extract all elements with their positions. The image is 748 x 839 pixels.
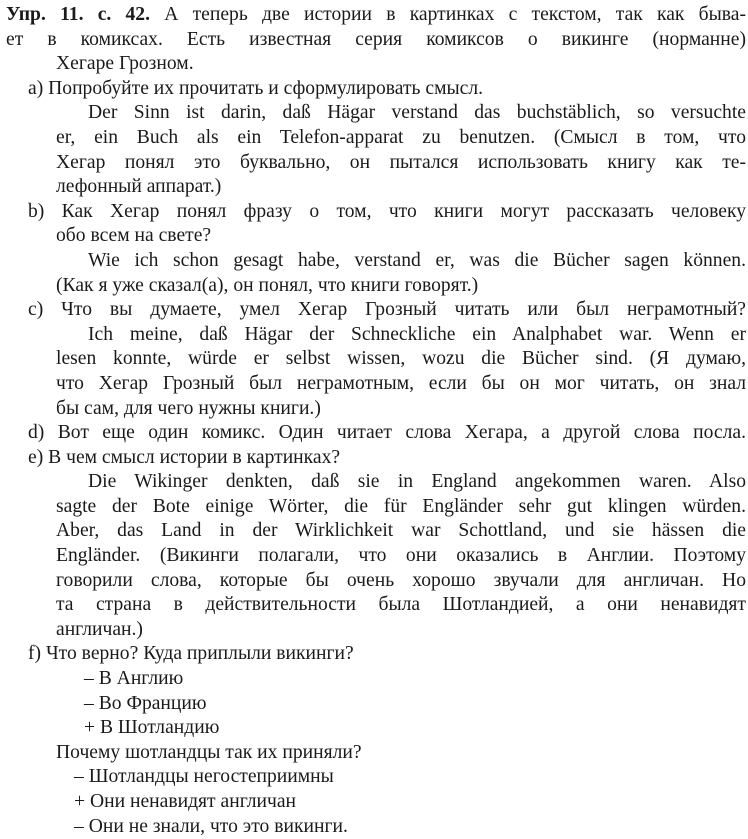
question-c: c) Что вы думаете, умел Хегар Грозный читать или был неграмотный? [28, 299, 746, 321]
answer-e-line-3: Aber, das Land in der Wirklichkeit war Schottland, und sie hässen die [56, 520, 746, 542]
answer-e-line-6: та страна в действительности была Шотландией, а они ненавидят [56, 594, 746, 616]
question-e: e) В чем смысл истории в картинках? [28, 446, 341, 468]
answer-a-line-1: Der Sinn ist darin, daß Hägar verstand das buchstäblich, so versuchte [88, 102, 746, 124]
option-1-1: – В Англию [84, 668, 184, 690]
question-d: d) Вот еще один комикс. Один читает слова Хегара, а другой слова посла. [28, 422, 746, 444]
question-f: f) Что верно? Куда приплыли викинги? [28, 643, 354, 665]
answer-a-line-3: Хегар понял это буквально, он пытался использовать книгу как те- [56, 151, 746, 173]
answer-e-line-7: англичан.) [56, 618, 143, 640]
option-2-2: + Они ненавидят англичан [74, 791, 297, 812]
answer-c-line-2: lesen konnte, würde er selbst wissen, wozu die Bücher sind. (Я думаю, [56, 348, 746, 370]
option-2-3: – Они не знали, что это викинги. [74, 815, 348, 837]
answer-e-line-4: Engländer. (Викинги полагали, что они оказались в Англии. Поэтому [56, 545, 746, 567]
option-1-3: + В Шотландию [84, 717, 220, 739]
exercise-number: Упр. 11. с. 42. [6, 4, 150, 25]
question-a: a) Попробуйте их прочитать и сформулировать смысл. [28, 77, 484, 99]
option-1-2: – Во Францию [84, 692, 207, 714]
question-f-2: Почему шотландцы так их приняли? [56, 741, 362, 763]
answer-c-line-3: что Хегар Грозный был неграмотным, если бы он мог читать, он знал [56, 372, 746, 394]
header-line-3: Хегаре Грозном. [56, 53, 194, 75]
answer-a-line-4: лефонный аппарат.) [56, 176, 222, 198]
answer-b-line-1: Wie ich schon gesagt habe, verstand er, was die Bücher sagen können. [88, 249, 746, 271]
option-2-1: – Шотландцы негостеприимны [74, 766, 334, 788]
header-line-1 [6, 3, 746, 28]
answer-b-line-2: (Как я уже сказал(а), он понял, что книги говорят.) [56, 274, 479, 296]
answer-e-line-2: sagte der Bote einige Wörter, die für Engländer sehr gut klingen würden. [56, 495, 746, 517]
question-b-line-2: обо всем на свете? [56, 225, 212, 247]
header-line-2: ет в комиксах. Есть известная серия комиксов о викинге (норманне) [6, 28, 746, 50]
answer-e-line-5: говорили слова, которые бы очень хорошо звучали для англичан. Но [56, 569, 746, 591]
answer-e-line-1: Die Wikinger denkten, daß sie in England angekommen waren. Also [88, 471, 746, 493]
answer-c-line-1: Ich meine, daß Hägar der Schneckliche ein Analphabet war. Wenn er [88, 323, 746, 345]
header-text-1: А теперь две истории в картинках с текстом, так как быва- [164, 4, 746, 25]
answer-a-line-2: er, ein Buch als ein Telefon-apparat zu benutzen. (Смысл в том, что [56, 126, 746, 148]
answer-c-line-4: бы сам, для чего нужны книги.) [56, 397, 321, 419]
question-b-line-1: b) Как Хегар понял фразу о том, что книги могут рассказать человеку [28, 200, 746, 222]
